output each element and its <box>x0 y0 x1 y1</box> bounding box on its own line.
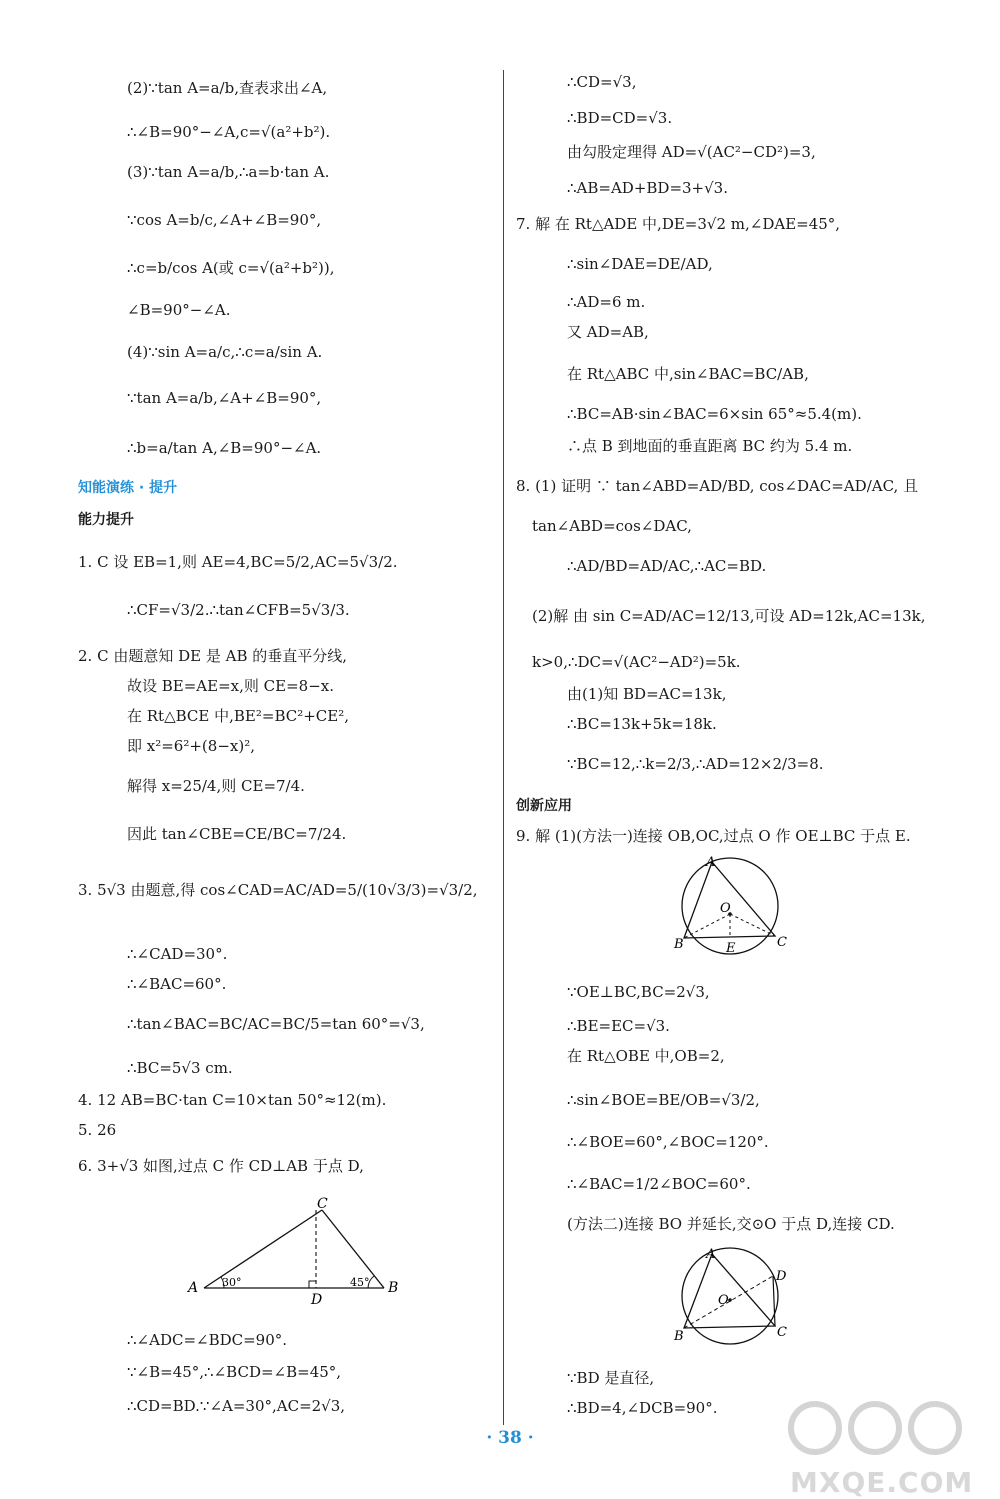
answer-line: ∴b=a/tan A,∠B=90°−∠A. <box>127 439 322 457</box>
answer-line: ∴∠B=90°−∠A,c=√(a²+b²). <box>127 123 331 141</box>
answer-line: ∵BD 是直径, <box>567 1369 655 1387</box>
answer-line: tan∠ABD=cos∠DAC, <box>532 517 692 535</box>
answer-line: ∴∠BAC=60°. <box>127 975 227 993</box>
label-a: A <box>706 855 716 870</box>
circle-figure-2 <box>672 1244 802 1350</box>
answer-line: 故设 BE=AE=x,则 CE=8−x. <box>127 677 334 695</box>
question-5: 5. 26 <box>78 1121 117 1139</box>
question-6: 6. 3+√3 如图,过点 C 作 CD⊥AB 于点 D, <box>78 1157 364 1175</box>
answer-line: ∴tan∠BAC=BC/AC=BC/5=tan 60°=√3, <box>127 1015 425 1033</box>
answer-line: ∴AD/BD=AD/AC,∴AC=BD. <box>567 557 767 575</box>
answer-line: (方法二)连接 BO 并延长,交⊙O 于点 D,连接 CD. <box>567 1215 895 1233</box>
label-o: O <box>718 1293 729 1308</box>
answer-line: ∴AD=6 m. <box>567 293 646 311</box>
answer-line: ∴∠BOE=60°,∠BOC=120°. <box>567 1133 769 1151</box>
answer-line: ∵∠B=45°,∴∠BCD=∠B=45°, <box>127 1363 342 1381</box>
answer-line: (3)∵tan A=a/b,∴a=b·tan A. <box>127 163 330 181</box>
question-8: 8. (1) 证明 ∵ tan∠ABD=AD/BD, cos∠DAC=AD/AC, 且 <box>516 477 919 495</box>
question-1: 1. C 设 EB=1,则 AE=4,BC=5/2,AC=5√3/2. <box>78 553 398 571</box>
question-4: 4. 12 AB=BC·tan C=10×tan 50°≈12(m). <box>78 1091 387 1109</box>
answer-line: ∴点 B 到地面的垂直距离 BC 约为 5.4 m. <box>567 437 853 455</box>
angle-b-label: 45° <box>350 1276 370 1289</box>
answer-line: 在 Rt△ABC 中,sin∠BAC=BC/AB, <box>567 365 809 383</box>
answer-line: 由勾股定理得 AD=√(AC²−CD²)=3, <box>567 143 816 161</box>
question-2: 2. C 由题意知 DE 是 AB 的垂直平分线, <box>78 647 347 665</box>
subsection-heading: 能力提升 <box>78 512 134 528</box>
answer-line: ∴∠ADC=∠BDC=90°. <box>127 1331 288 1349</box>
answer-line: ∴∠CAD=30°. <box>127 945 228 963</box>
section-heading: 知能演练 · 提升 <box>78 480 178 496</box>
answer-line: ∵BC=12,∴k=2/3,∴AD=12×2/3=8. <box>567 755 824 773</box>
answer-line: ∠B=90°−∠A. <box>127 301 231 319</box>
label-b: B <box>674 1329 684 1344</box>
answer-line: ∴∠BAC=1/2∠BOC=60°. <box>567 1175 751 1193</box>
watermark-text: MXQE.COM <box>790 1466 974 1499</box>
question-9: 9. 解 (1)(方法一)连接 OB,OC,过点 O 作 OE⊥BC 于点 E. <box>516 827 911 845</box>
answer-line: ∵tan A=a/b,∠A+∠B=90°, <box>127 389 322 407</box>
answer-line: (2)∵tan A=a/b,查表求出∠A, <box>127 79 328 97</box>
answer-line: ∴sin∠DAE=DE/AD, <box>567 255 713 273</box>
circle-figure-1 <box>672 854 802 960</box>
angle-a-label: 30° <box>222 1276 242 1289</box>
question-7: 7. 解 在 Rt△ADE 中,DE=3√2 m,∠DAE=45°, <box>516 215 841 233</box>
question-3: 3. 5√3 由题意,得 cos∠CAD=AC/AD=5/(10√3/3)=√3/2, <box>78 881 478 899</box>
answer-line: ∵cos A=b/c,∠A+∠B=90°, <box>127 211 322 229</box>
answer-line: 又 AD=AB, <box>567 323 649 341</box>
label-e: E <box>726 941 736 956</box>
answer-line: ∴BC=AB·sin∠BAC=6×sin 65°≈5.4(m). <box>567 405 862 423</box>
answer-line: ∴CD=√3, <box>567 73 637 91</box>
label-c: C <box>777 1325 787 1340</box>
label-a: A <box>188 1280 199 1296</box>
answer-line: ∴CD=BD.∵∠A=30°,AC=2√3, <box>127 1397 346 1415</box>
label-d: D <box>776 1269 787 1284</box>
answer-line: ∴BD=4,∠DCB=90°. <box>567 1399 718 1417</box>
answer-line: 由(1)知 BD=AC=13k, <box>567 685 727 703</box>
answer-line: ∴c=b/cos A(或 c=√(a²+b²)), <box>127 259 335 277</box>
label-c: C <box>317 1196 328 1212</box>
subsection-heading: 创新应用 <box>516 798 572 814</box>
triangle-figure <box>180 1196 420 1308</box>
label-b: B <box>388 1280 399 1296</box>
answer-line: (4)∵sin A=a/c,∴c=a/sin A. <box>127 343 323 361</box>
answer-line: ∴BE=EC=√3. <box>567 1017 670 1035</box>
answer-line: 即 x²=6²+(8−x)², <box>127 737 255 755</box>
column-divider <box>503 70 504 1425</box>
answer-line: 在 Rt△BCE 中,BE²=BC²+CE², <box>127 707 350 725</box>
answer-line: ∴sin∠BOE=BE/OB=√3/2, <box>567 1091 760 1109</box>
answer-line: 解得 x=25/4,则 CE=7/4. <box>127 777 305 795</box>
answer-line: ∵OE⊥BC,BC=2√3, <box>567 983 710 1001</box>
answer-line: ∴BC=13k+5k=18k. <box>567 715 717 733</box>
label-o: O <box>720 901 731 916</box>
label-b: B <box>674 937 684 952</box>
label-a: A <box>706 1247 716 1262</box>
page-number: · 38 · <box>486 1428 534 1448</box>
answer-line: 在 Rt△OBE 中,OB=2, <box>567 1047 725 1065</box>
answer-line: ∴BD=CD=√3. <box>567 109 673 127</box>
label-d: D <box>311 1292 323 1308</box>
answer-line: 因此 tan∠CBE=CE/BC=7/24. <box>127 825 347 843</box>
answer-line: ∴CF=√3/2.∴tan∠CFB=5√3/3. <box>127 601 350 619</box>
answer-line: ∴AB=AD+BD=3+√3. <box>567 179 728 197</box>
answer-line: (2)解 由 sin C=AD/AC=12/13,可设 AD=12k,AC=13k, <box>532 607 926 625</box>
answer-line: ∴BC=5√3 cm. <box>127 1059 233 1077</box>
label-c: C <box>777 935 787 950</box>
answer-line: k>0,∴DC=√(AC²−AD²)=5k. <box>532 653 741 671</box>
